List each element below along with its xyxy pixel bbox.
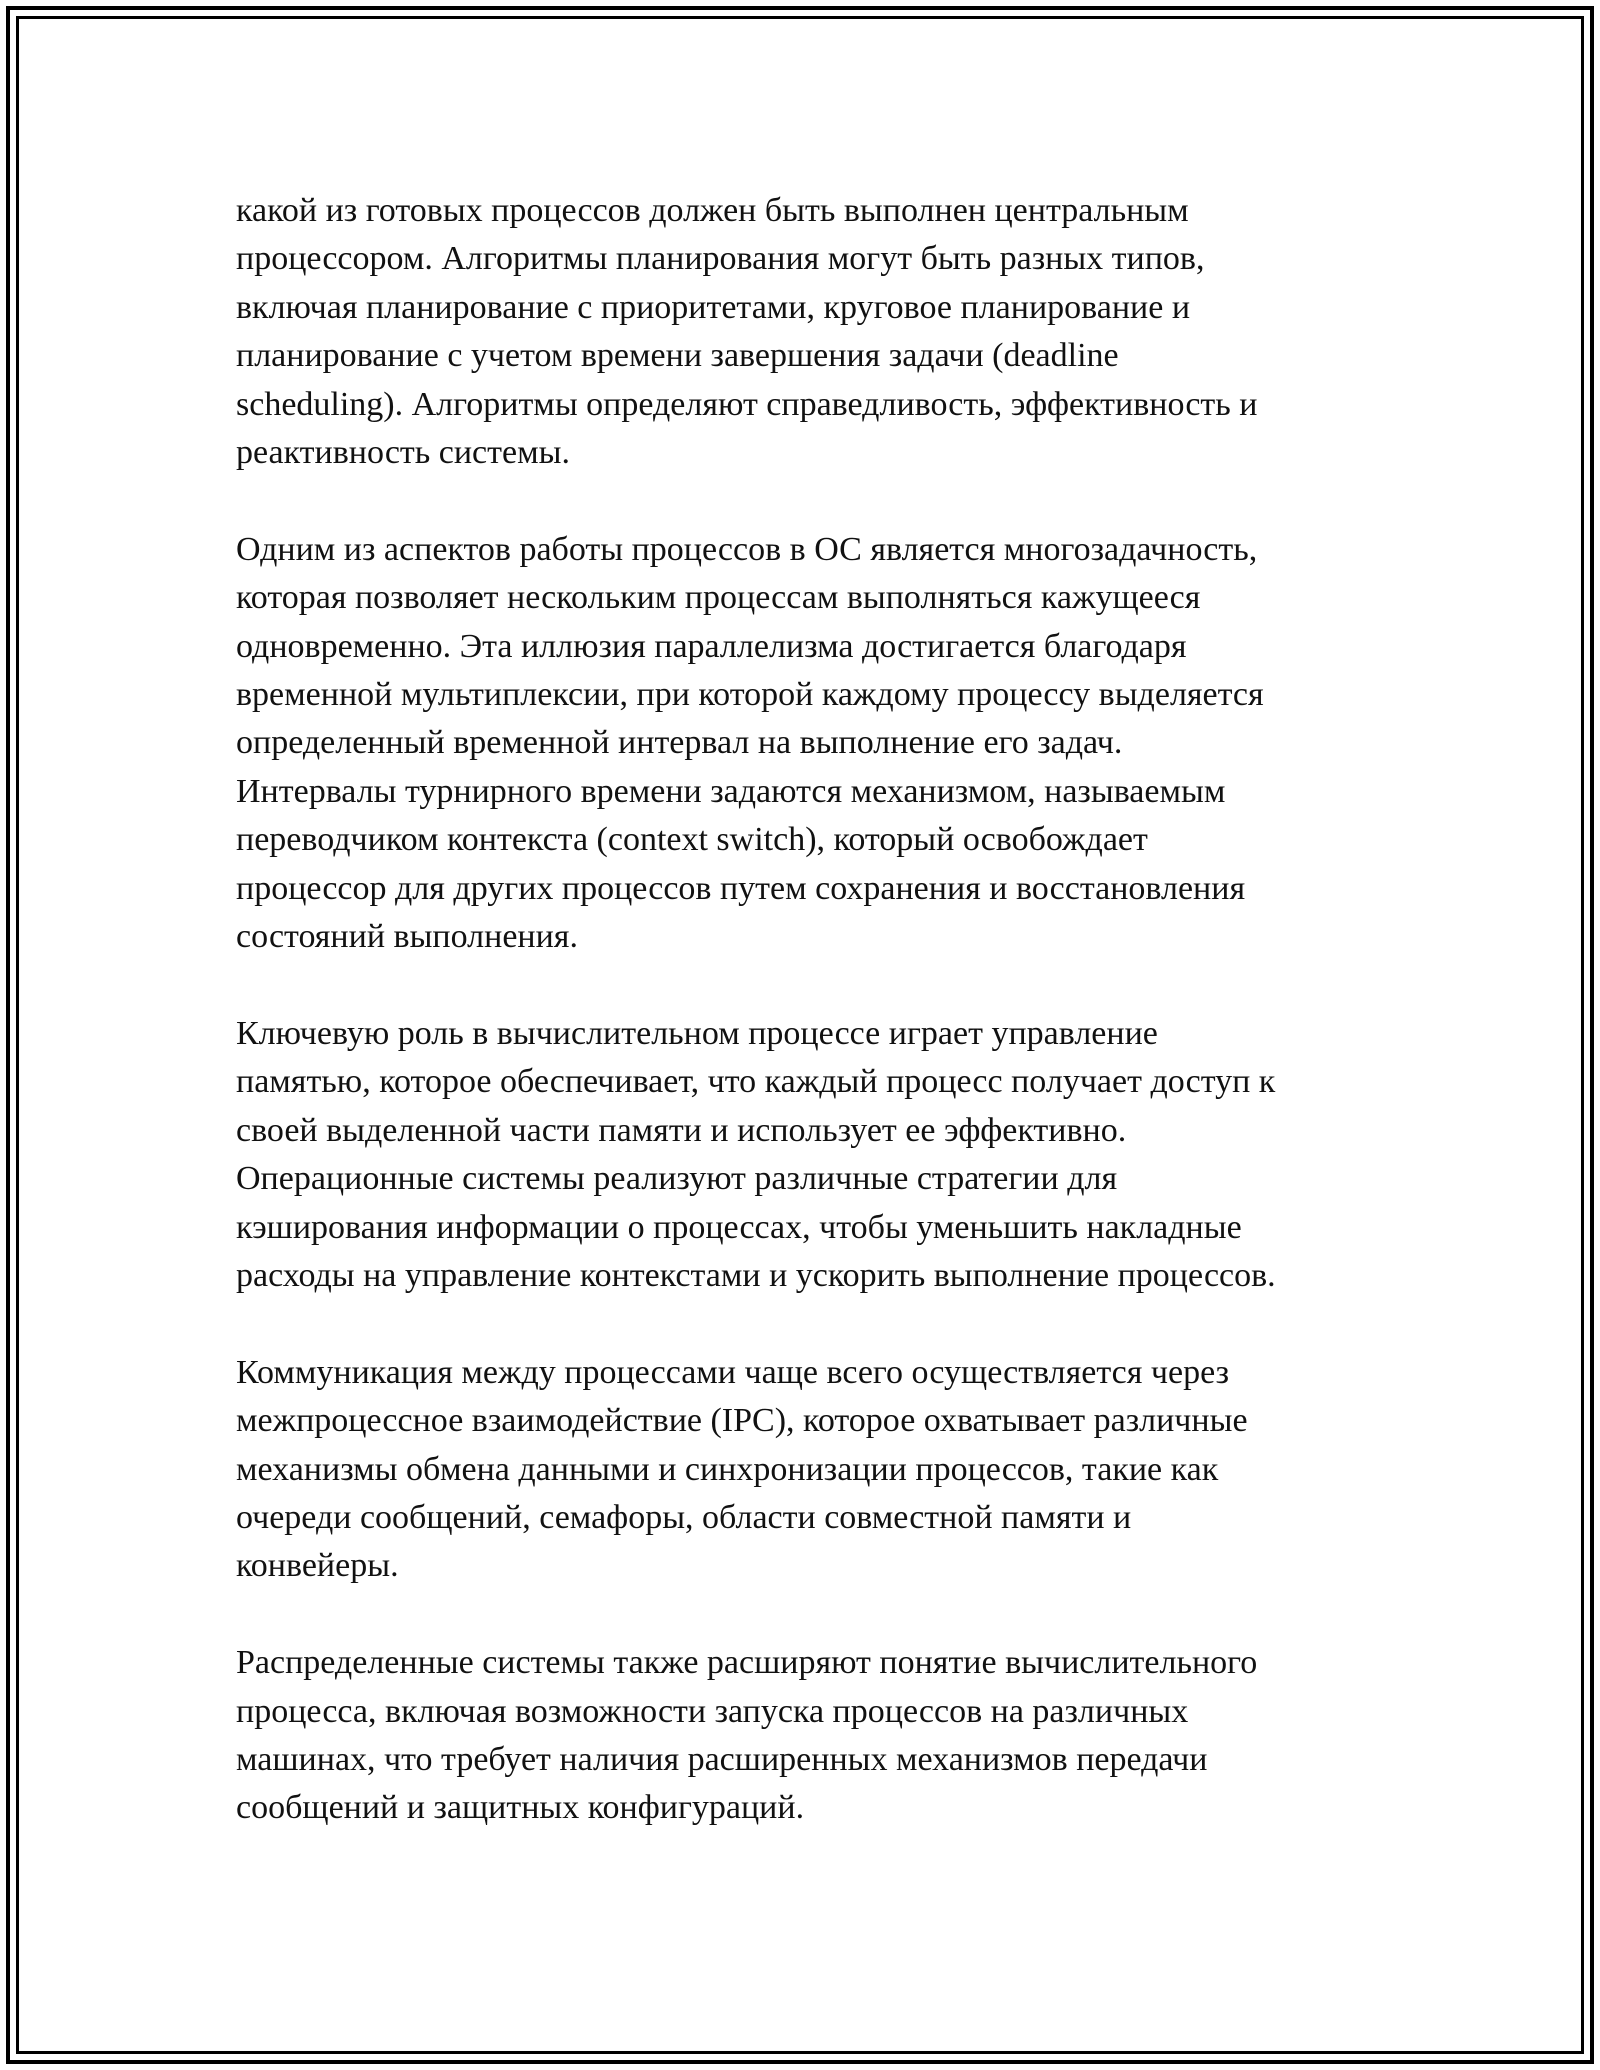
paragraph-distributed-systems: Распределенные системы также расширяют понятие вычислительного процесса, включая возможности запуска процессов на различных машинах, что требует наличия расширенных механизмов передачи сообщений и защитных конфигураций. [236,1644,1258,1827]
paragraph-ipc: Коммуникация между процессами чаще всего осуществляется через межпроцессное взаимодействие (IPC), которое охватывает различные механизмы обмена данными и синхронизации процессов, такие как очереди сообщений, семафоры, области совместной памяти и конвейеры. [236,1353,1248,1585]
paragraph-multitasking: Одним из аспектов работы процессов в ОС является многозадачность, которая позволяет нескольким процессам выполняться кажущееся одновременно. Эта иллюзия параллелизма достигается благодаря временной мультиплексии, при которой каждому процессу выделяется определенный временной интервал на выполнение его задач. Интервалы турнирного времени задаются механизмом, называемым переводчиком контекста (context switch), который освобождает процессор для других процессов путем сохранения и восстановления состояний выполнения. [236,530,1264,956]
paragraph-scheduling-algorithms: какой из готовых процессов должен быть выполнен центральным процессором. Алгоритмы планирования могут быть разных типов, включая планирование с приоритетами, круговое планирование и планирование с учетом времени завершения задачи (deadline scheduling). Алгоритмы определяют справедливость, эффективность и реактивность системы. [236,192,1258,472]
paragraph-memory-management: Ключевую роль в вычислительном процессе играет управление памятью, которое обеспечивает, что каждый процесс получает доступ к своей выделенной части памяти и использует ее эффективно. Операционные системы реализуют различные стратегии для кэширования информации о процессах, чтобы уменьшить накладные расходы на управление контекстами и ускорить выполнение процессов. [236,1014,1276,1294]
document-body [236,187,1386,1881]
